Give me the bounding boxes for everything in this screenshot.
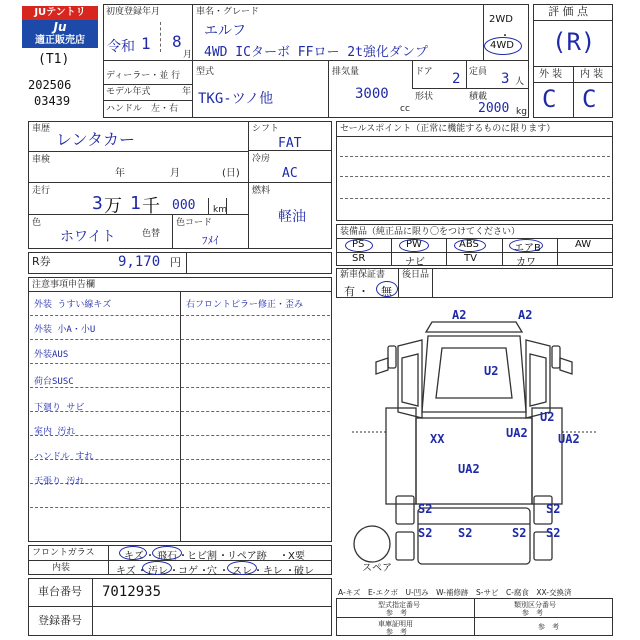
note-left-1: 外装 うすい線キズ (34, 300, 112, 310)
usage-label: 車歴 (32, 124, 51, 134)
glass-item-scratch: キズ (124, 551, 144, 562)
chassis-value: 7012935 (102, 584, 162, 600)
glass-item-chip: 飛石 (157, 551, 177, 562)
rating-value: (R) (552, 28, 596, 56)
registration-year: 1 (141, 34, 151, 53)
damage-mark-s2-4: S2 (458, 526, 473, 540)
registration-label: 初度登録年月 (106, 7, 161, 17)
capacity-value: 3 (501, 71, 510, 87)
glass-sep-1: ・ (145, 551, 155, 562)
plate-label: 登録番号 (38, 614, 82, 627)
equip-ps: PS (352, 239, 365, 250)
interior-item-hole: 穴 (207, 566, 217, 577)
equip-pw: PW (406, 239, 422, 250)
rating-label: 評 価 点 (548, 5, 588, 18)
damage-mark-s2-3: S2 (418, 526, 433, 540)
type-label: 型式 (196, 67, 215, 77)
footer-ref-4: 参 考 (538, 623, 559, 631)
warranty-choice-no: 無 (381, 285, 392, 298)
interior-item-scratch: キズ (116, 566, 136, 577)
drive-2wd: 2WD (489, 14, 513, 25)
mileage-unit: km (213, 205, 227, 215)
recycle-label: R券 (32, 255, 51, 268)
warranty-choice-sep: ・ (358, 285, 369, 298)
equip-aw: AW (575, 239, 592, 250)
warranty-label: 新車保証書 (340, 270, 386, 280)
interior-sep-2: ・ (169, 566, 179, 577)
interior-sep-5: ・ (253, 566, 263, 577)
equip-sr: SR (352, 253, 366, 264)
equip-airbag: エアB (514, 243, 541, 254)
interior-item-burn: コゲ (178, 566, 198, 577)
damage-mark-ua2-center: UA2 (506, 426, 528, 440)
exterior-grade: C (542, 85, 557, 113)
load-value: 2000 (478, 101, 510, 116)
chassis-label: 車台番号 (38, 585, 82, 598)
equip-ps-circle (345, 239, 373, 252)
model-year-unit: 年 (182, 87, 192, 97)
interior-sep-3: ・ (199, 566, 209, 577)
door-label: ドア (415, 67, 433, 77)
color-code-label: 色コード (176, 218, 213, 228)
interior-sep-6: ・ (285, 566, 295, 577)
warranty-no-circle (376, 281, 398, 297)
equip-pw-circle (399, 239, 429, 252)
mileage-label: 走行 (32, 186, 51, 196)
sales-point-label: セールスポイント（正常に機能するものに限ります） (340, 124, 556, 134)
footer-ref-1: 参 考 (386, 609, 407, 617)
displacement-unit: cc (400, 104, 410, 114)
color-code-value: ﾌﾒｲ (202, 234, 219, 247)
load-label: 積載 (469, 92, 488, 102)
registration-era: 令和 (107, 39, 135, 55)
lot-number-a: 202506 (28, 78, 72, 92)
registration-month-unit: 月 (183, 50, 193, 60)
inspection-label: 車検 (32, 155, 51, 165)
code-t1: (T1) (38, 52, 70, 67)
mileage-rest: 000 (172, 198, 196, 213)
inspection-year-unit: 年 (115, 168, 125, 179)
interior-wear-circle (227, 561, 257, 575)
damage-mark-s2-6: S2 (546, 526, 561, 540)
interior-item-cut: キレ (263, 566, 283, 577)
glass-item-crack: ヒビ割 (187, 551, 217, 562)
glass-sep-4: ・ (279, 551, 289, 562)
glass-item-x: X要 (288, 551, 305, 562)
model-year-label: モデル年式 (106, 87, 151, 97)
note-left-3: 外装AUS (34, 350, 69, 360)
shift-label: シフト (252, 124, 280, 134)
dealer-label: ディーラー・並 行 (106, 71, 181, 81)
car-grade: 4WD ICターボ FFロー 2t強化ダンプ (204, 45, 429, 60)
displacement-label: 排気量 (332, 67, 360, 77)
footer-ref-3: 参 考 (386, 628, 407, 636)
capacity-unit: 人 (515, 77, 525, 87)
date-item-label: 後日品 (402, 270, 430, 280)
interior-label: 内 装 (580, 69, 604, 80)
note-left-8: 天張り 汚れ (34, 477, 85, 487)
car-name: エルフ (204, 23, 246, 39)
note-left-7: ハンドル すれ (34, 452, 94, 462)
damage-mark-s2-2: S2 (546, 502, 561, 516)
brand-sub: 適正販売店 (22, 34, 98, 48)
equip-abs-circle (454, 239, 486, 252)
glass-sep-3: ・ (218, 551, 228, 562)
recycle-unit: 円 (170, 256, 181, 269)
drive-4wd: 4WD (490, 40, 514, 51)
damage-mark-ua2-bed: UA2 (458, 462, 480, 476)
note-right-1: 右フロントピラー修正・歪み (186, 300, 304, 310)
glass-chip-circle (152, 546, 182, 560)
damage-legend: A-キズ E-エクボ U-凹み W-補修跡 S-サビ C-腐食 XX-交換済 (338, 588, 572, 597)
inspection-day-unit: (日) (222, 168, 240, 179)
aircon-label: 冷房 (252, 154, 271, 164)
glass-label: フロントガラス (32, 548, 95, 558)
interior-sep-1: ・ (137, 566, 147, 577)
damage-mark-u2-roof: U2 (484, 364, 499, 378)
damage-mark-u2-right: U2 (540, 410, 555, 424)
interior-item-wear: スレ (232, 566, 252, 577)
equip-leather: カワ (516, 257, 536, 268)
interior-item-tear: 破レ (294, 566, 314, 577)
aircon-value: AC (282, 166, 298, 181)
ju-logo (22, 6, 98, 48)
note-left-6: 室内 汚れ (34, 427, 76, 437)
shift-value: FAT (278, 136, 302, 151)
displacement-value: 3000 (355, 86, 389, 102)
fuel-value: 軽油 (278, 209, 306, 225)
door-value: 2 (452, 71, 461, 87)
type-cert-label: 型式指定番号 (378, 601, 420, 609)
type-value: TKG-ツノ他 (198, 91, 274, 107)
damage-mark-ua2-right: UA2 (558, 432, 580, 446)
spare-label: スペア (362, 563, 392, 574)
capacity-label: 定員 (469, 67, 488, 77)
interior-sep-4: ・ (219, 566, 229, 577)
inspection-month-unit: 月 (170, 168, 180, 179)
glass-sep-2: ・ (178, 551, 188, 562)
color-value: ホワイト (60, 229, 116, 245)
drive-4wd-circle (484, 37, 522, 55)
usage-value: レンタカー (56, 130, 135, 149)
damage-mark-a2-left: A2 (452, 308, 467, 322)
spare-tire-shape (354, 526, 390, 562)
notes-label: 注意事項申告欄 (32, 280, 96, 290)
equip-abs: ABS (459, 239, 479, 250)
interior-dirt-circle (142, 561, 172, 575)
mileage-man-unit: 万 (104, 196, 122, 217)
equip-airbag-circle (509, 239, 543, 252)
brand-mid: Ju (22, 20, 98, 34)
exterior-label: 外 装 (539, 69, 563, 80)
equipment-label: 装備品（純正品に限り〇をつけてください） (340, 227, 521, 237)
color-label: 色 (32, 218, 42, 228)
warranty-choice-yes: 有 (344, 285, 355, 298)
handle-label: ハンドル 左・右 (106, 104, 179, 114)
class-label: 類別区分番号 (514, 601, 556, 609)
mileage-man-digit: 3 (92, 193, 103, 214)
drive-dot: ・ (500, 31, 510, 42)
mileage-sen-digit: 1 (130, 193, 141, 214)
note-left-2: 外装 小A・小U (34, 325, 96, 335)
interior-grade: C (582, 85, 597, 113)
damage-mark-s2-1: S2 (418, 502, 433, 516)
damage-mark-a2-right: A2 (518, 308, 533, 322)
footer-ref-2: 参 考 (522, 609, 543, 617)
fuel-label: 燃料 (252, 186, 271, 196)
mileage-sen-unit: 千 (142, 196, 160, 217)
glass-item-repair: リペア跡 (227, 551, 267, 562)
brand-top: JUテントリ (22, 6, 98, 20)
load-unit: kg (516, 107, 527, 117)
damage-mark-s2-5: S2 (512, 526, 527, 540)
interior-label-row: 内装 (52, 563, 71, 573)
front-bumper-shape (426, 322, 522, 332)
recycle-value: 9,170 (118, 254, 161, 270)
note-left-5: 下廻り サビ (34, 403, 85, 413)
car-name-label: 車名・グレード (196, 7, 260, 17)
equip-tv: TV (464, 253, 477, 264)
equip-navi: ナビ (405, 257, 425, 268)
color-change-label: 色替 (142, 229, 161, 239)
glass-scratch-circle (119, 546, 147, 560)
shape-label: 形状 (415, 92, 434, 102)
damage-mark-xx: XX (430, 432, 445, 446)
registration-month: 8 (172, 32, 182, 51)
garage-cert-label: 車庫証明用 (378, 620, 413, 628)
interior-item-dirt: 汚レ (148, 566, 168, 577)
note-left-4: 荷台SUSC (34, 377, 74, 387)
lot-number-b: 03439 (34, 94, 71, 108)
